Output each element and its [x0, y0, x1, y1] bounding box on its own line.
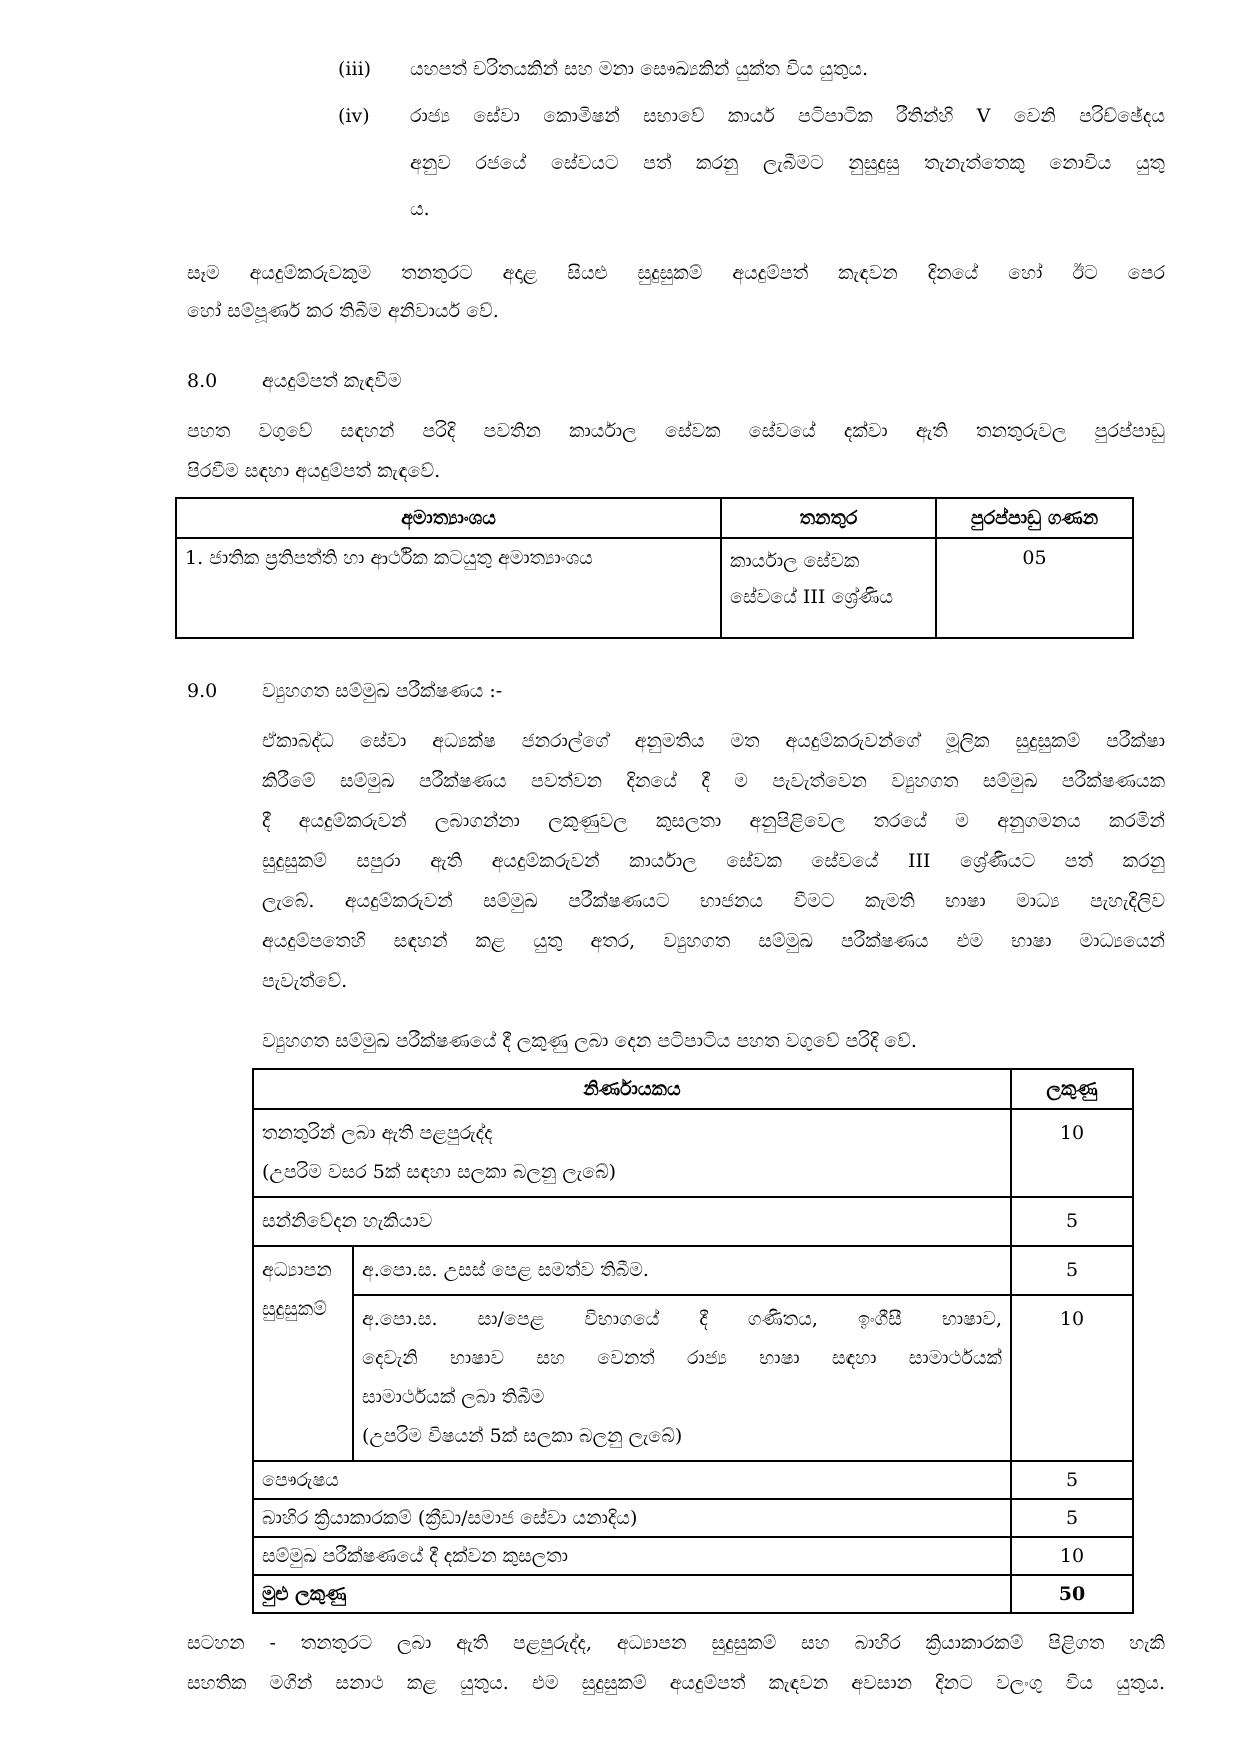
table-row: [176, 538, 1133, 638]
footnote-line: සටහන - තනතුරට ලබා ඇති පළපුරුද්ද, අධ්‍යාපන සුදුසුකම් සහ බාහිර ක්‍රියාකාරකම් පිළිගත හැකි: [187, 1632, 1165, 1654]
education-label: අධ්‍යාපන: [262, 1259, 332, 1281]
section-9-title: ව්‍යුහගත සම්මුඛ පරීක්ෂණය :-: [262, 680, 503, 702]
al-cell: අ.පො.ස. උසස් පෙළ සමත්ව තිබීම.: [353, 1246, 1011, 1295]
experience-marks: 10: [1011, 1109, 1133, 1197]
ol-line: අ.පො.ස. සා/පෙළ විභාගයේ දී ගණිතය, ඉංගීසී භාෂාව,: [362, 1308, 1002, 1330]
table-row: [253, 1295, 1133, 1461]
footnote-line: සහතික මගින් සනාථ කළ යුතුය. එම සුදුසුකම් අයදුම්පත් කැඳවන අවසාන දිනට වලංගු විය යුතුය.: [187, 1672, 1165, 1694]
clause-iv-marker: (iv): [338, 105, 370, 127]
total-marks: 50: [1011, 1575, 1133, 1613]
header-vacancies: පුරප්පාඩු ගණන: [936, 498, 1133, 538]
table-row: [253, 1499, 1133, 1537]
table-row: [253, 1461, 1133, 1499]
vacancy-table-header: [176, 498, 1133, 538]
header-criterion: නිර්ණායකය: [253, 1069, 1011, 1109]
education-label: සුදුසුකම්: [262, 1298, 327, 1320]
personality-marks: 5: [1011, 1461, 1133, 1499]
vacancy-count-cell: 05: [936, 538, 1133, 638]
ministry-cell: 1. ජාතික ප්‍රතිපත්ති හා ආර්ථික කටයුතු අමාත්‍යාංශය: [176, 538, 721, 638]
table-row: [253, 1109, 1133, 1197]
section-8-title: අයදුම්පත් කැඳවීම: [262, 370, 402, 392]
ol-line: (උපරිම විෂයන් 5ක් සලකා බලනු ලැබේ): [362, 1425, 683, 1447]
clause-iv-line: රාජ්‍ය සේවා කොමිෂන් සභාවේ කාර්ය පටිපාටික රීතින්හි V වෙනි පරිච්ඡේදය: [410, 105, 1165, 127]
ol-cell: [353, 1295, 1011, 1461]
section-9-para-line: කිරීමේ සම්මුඛ පරීක්ෂණය පවත්වන දිනයේ දී ම පැවැත්වෙන ව්‍යුහගත සම්මුඛ පරීක්ෂණයක: [262, 770, 1165, 792]
ol-line: දෙවැනි භාෂාව සහ වෙනත් රාජ්‍ය භාෂා සඳහා සාමාර්ථයක්: [362, 1347, 1002, 1369]
section-9-para-line: සුදුසුකම් සපුරා ඇති අයදුම්කරුවන් කාර්යාල සේවක සේවයේ III ශ්‍රේණියට පත් කරනු: [262, 850, 1165, 872]
section-9-para-line: අයදුම්පතෙහි සඳහන් කළ යුතු අතර, ව්‍යුහගත සම්මුඛ පරීක්ෂණය එම භාෂා මාධ්‍යයෙන්: [262, 930, 1165, 952]
extracurricular-cell: බාහිර ක්‍රියාකාරකම් (ක්‍රීඩා/සමාජ සේවා යනාදිය): [253, 1499, 1011, 1537]
header-ministry: අමාත්‍යාංශය: [176, 498, 721, 538]
interview-skill-marks: 10: [1011, 1537, 1133, 1575]
eligibility-note-line: සෑම අයදුම්කරුවකුම තනතුරට අදාළ සියළු සුදුසුකම් අයදුම්පත් කැඳවන දිනයේ හෝ ඊට පෙර: [187, 262, 1165, 284]
ol-line: සාමාර්ථයක් ලබා තිබීම: [362, 1386, 545, 1408]
section-9-number: 9.0: [187, 680, 218, 702]
section-9-para-line: දී අයදුම්කරුවන් ලබාගන්නා ලකුණුවල කුසලතා අනුපිළිවෙල තරයේ ම අනුගමනය කරමින්: [262, 810, 1165, 832]
clause-iii-text: යහපත් චරිතයකින් සහ මනා සෞඛ්‍යකින් යුක්ත විය යුතුය.: [410, 58, 869, 80]
table-row: [253, 1197, 1133, 1246]
eligibility-note-line: හෝ සම්පූර්ණ කර තිබීම අනිවාර්ය වේ.: [187, 300, 499, 322]
communication-marks: 5: [1011, 1197, 1133, 1246]
header-post: තනතුර: [721, 498, 936, 538]
post-line: කාර්යාල සේවක: [730, 550, 860, 572]
table-row: [253, 1575, 1133, 1613]
table-row: [253, 1537, 1133, 1575]
education-label-cell: [253, 1246, 353, 1461]
section-9-para-line: ඒකාබද්ධ සේවා අධ්‍යක්ෂ ජනරාල්ගේ අනුමතිය මත අයදුම්කරුවන්ගේ මූලික සුදුසුකම් පරීක්ෂා: [262, 730, 1165, 752]
section-9-para-line: පැවැත්වේ.: [262, 970, 348, 992]
al-marks: 5: [1011, 1246, 1133, 1295]
extracurricular-marks: 5: [1011, 1499, 1133, 1537]
post-line: සේවයේ III ශ්‍රේණිය: [730, 586, 893, 608]
ol-marks: 10: [1011, 1295, 1133, 1461]
clause-iv-line: අනුව රජයේ සේවයට පත් කරනු ලැබීමට නුසුදුසු තැනැත්තෙකු නොවිය යුතු: [410, 152, 1165, 174]
marks-table: [252, 1068, 1134, 1614]
communication-cell: සන්නිවේදන හැකියාව: [253, 1197, 1011, 1246]
interview-skill-cell: සම්මුඛ පරීක්ෂණයේ දී දක්වන කුසලතා: [253, 1537, 1011, 1575]
experience-cell: [253, 1109, 1011, 1197]
section-8-number: 8.0: [187, 370, 218, 392]
experience-note: (උපරිම වසර 5ක් සඳහා සලකා බලනු ලැබේ): [262, 1161, 617, 1183]
total-label-cell: මුළු ලකුණු: [253, 1575, 1011, 1613]
section-8-intro-line: පහත වගුවේ සඳහන් පරිදි පවතින කාර්යාල සේවක සේවයේ දක්වා ඇති තනතුරුවල පුරප්පාඩු: [187, 420, 1165, 442]
table-row: [253, 1246, 1133, 1295]
marks-intro: ව්‍යුහගත සම්මුඛ පරීක්ෂණයේ දී ලකුණු ලබා දෙන පටිපාටිය පහත වගුවේ පරිදි වේ.: [262, 1030, 917, 1052]
clause-iii-marker: (iii): [338, 58, 372, 80]
marks-table-header: [253, 1069, 1133, 1109]
vacancy-table: [175, 497, 1134, 639]
section-9-para-line: ලැබේ. අයදුම්කරුවන් සම්මුඛ පරීක්ෂණයට භාජනය වීමට කැමති භාෂා මාධ්‍ය පැහැදිලිව: [262, 890, 1165, 912]
clause-iv-line: ය.: [410, 198, 430, 220]
personality-cell: පෞරුෂය: [253, 1461, 1011, 1499]
section-8-intro-line: පිරවීම සඳහා අයදුම්පත් කැඳවේ.: [187, 460, 441, 482]
header-marks: ලකුණු: [1011, 1069, 1133, 1109]
post-cell: [721, 538, 936, 638]
experience-label: තනතුරින් ලබා ඇති පළපුරුද්ද: [262, 1122, 493, 1144]
